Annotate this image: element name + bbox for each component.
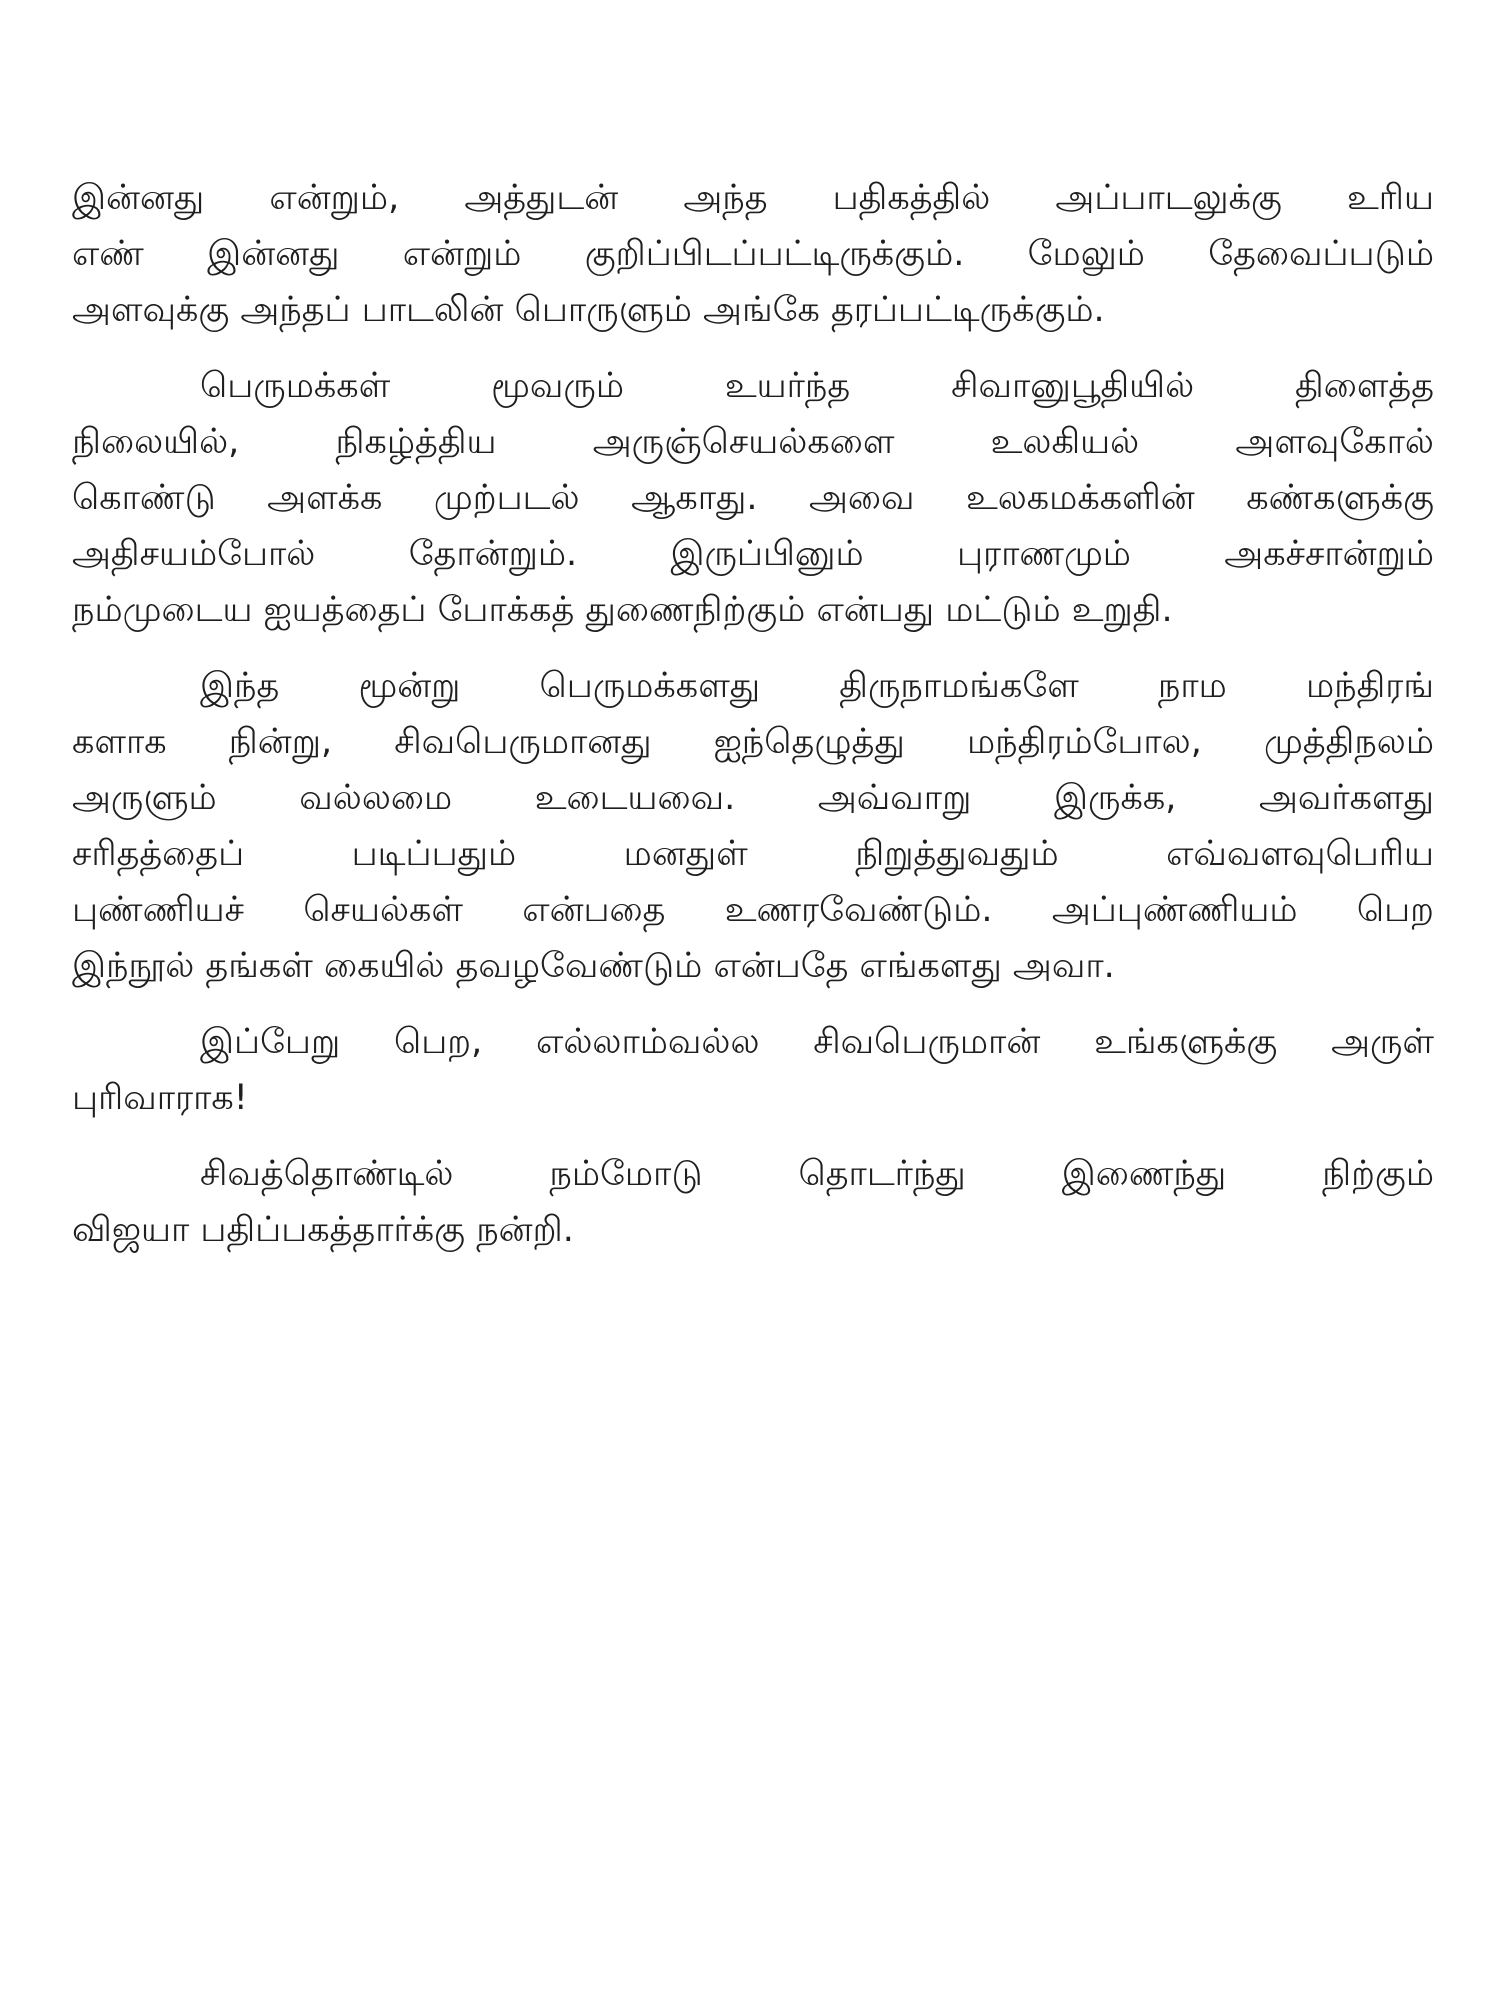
paragraph — [72, 358, 1434, 638]
paragraph — [72, 658, 1434, 994]
text-line: புண்ணியச் செயல்கள் என்பதை உணரவேண்டும். அப்புண்ணியம் பெற — [72, 890, 1434, 930]
text-line: இந்த மூன்று பெருமக்களது திருநாமங்களே நாம மந்திரங் — [200, 666, 1434, 706]
text-line: கொண்டு அளக்க முற்படல் ஆகாது. அவை உலகமக்களின் கண்களுக்கு — [72, 478, 1434, 518]
text-line: களாக நின்று, சிவபெருமானது ஐந்தெழுத்து மந்திரம்போல, முத்திநலம் — [72, 722, 1434, 762]
text-line: அளவுக்கு அந்தப் பாடலின் பொருளும் அங்கே தரப்பட்டிருக்கும். — [72, 290, 1105, 330]
text-line: அதிசயம்போல் தோன்றும். இருப்பினும் புராணமும் அகச்சான்றும் — [72, 534, 1434, 574]
text-line: அருளும் வல்லமை உடையவை. அவ்வாறு இருக்க, அவர்களது — [72, 778, 1434, 818]
text-line: சரிதத்தைப் படிப்பதும் மனதுள் நிறுத்துவதும் எவ்வளவுபெரிய — [72, 834, 1434, 874]
text-line: நம்முடைய ஐயத்தைப் போக்கத் துணைநிற்கும் என்பது மட்டும் உறுதி. — [72, 590, 1173, 630]
text-line: இன்னது என்றும், அத்துடன் அந்த பதிகத்தில் அப்பாடலுக்கு உரிய — [72, 178, 1434, 218]
body-text — [72, 170, 1434, 1278]
text-line: இப்பேறு பெற, எல்லாம்வல்ல சிவபெருமான் உங்களுக்கு அருள் — [200, 1022, 1434, 1062]
text-line: எண் இன்னது என்றும் குறிப்பிடப்பட்டிருக்கும். மேலும் தேவைப்படும் — [72, 234, 1434, 274]
text-line: சிவத்தொண்டில் நம்மோடு தொடர்ந்து இணைந்து நிற்கும் — [200, 1154, 1434, 1194]
text-line: நிலையில், நிகழ்த்திய அருஞ்செயல்களை உலகியல் அளவுகோல் — [72, 422, 1434, 462]
text-line: புரிவாராக! — [72, 1078, 248, 1118]
paragraph — [72, 170, 1434, 338]
text-line: பெருமக்கள் மூவரும் உயர்ந்த சிவானுபூதியில் திளைத்த — [200, 366, 1434, 406]
text-line: விஜயா பதிப்பகத்தார்க்கு நன்றி. — [72, 1210, 574, 1250]
paragraph — [72, 1014, 1434, 1126]
paragraph — [72, 1146, 1434, 1258]
text-line: இந்நூல் தங்கள் கையில் தவழவேண்டும் என்பதே எங்களது அவா. — [72, 946, 1115, 986]
